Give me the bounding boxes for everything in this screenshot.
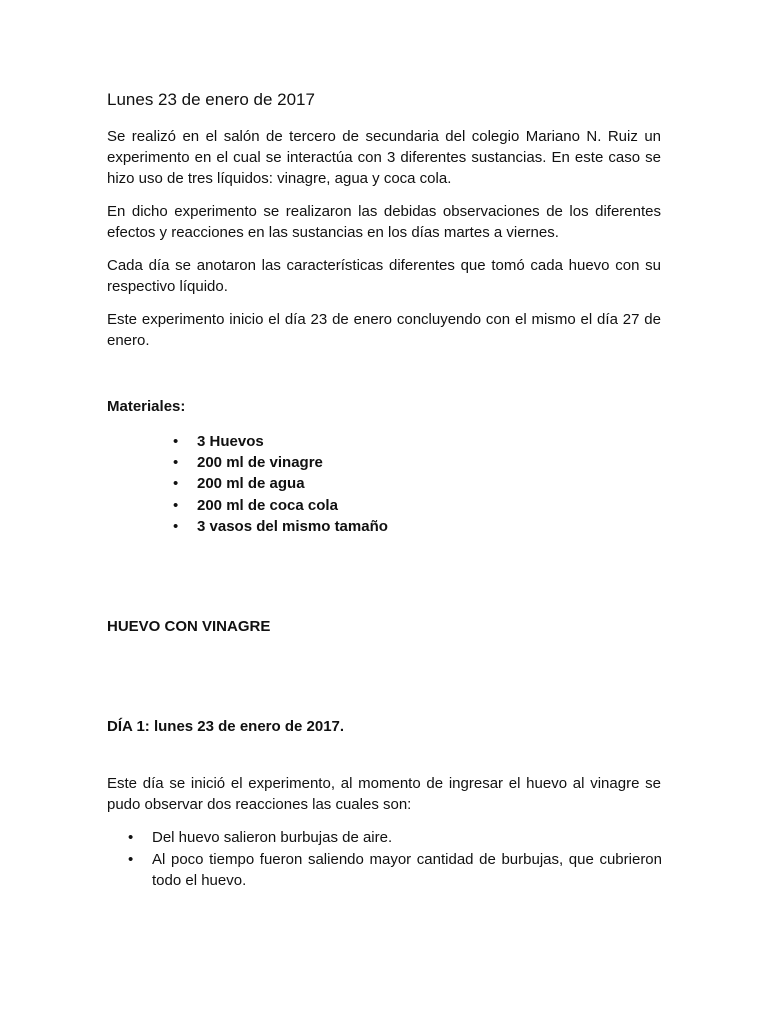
material-label: 200 ml de vinagre	[197, 454, 323, 472]
bullet-icon: •	[128, 829, 134, 846]
material-label: 200 ml de agua	[197, 475, 305, 493]
intro-paragraph-3	[107, 255, 661, 297]
list-item	[173, 473, 388, 494]
material-label: 3 Huevos	[197, 433, 264, 450]
paragraph-line: pudo observar dos reacciones las cuales son:	[107, 796, 412, 813]
list-item	[128, 849, 662, 892]
material-label: 200 ml de coca cola	[197, 496, 338, 514]
materials-list	[173, 431, 388, 537]
observation-line: Al poco tiempo fueron saliendo mayor cantidad de burbujas, que cubrieron	[152, 850, 662, 868]
observation-line: todo el huevo.	[152, 872, 247, 889]
paragraph-line: Este día se inició el experimento, al momento de ingresar el huevo al vinagre se	[107, 775, 661, 792]
bullet-icon: •	[173, 454, 179, 472]
paragraph-line: Se realizó en el salón de tercero de secundaria del colegio Mariano N. Ruiz un	[107, 128, 661, 145]
paragraph-line: En dicho experimento se realizaron las debidas observaciones de los diferentes	[107, 203, 661, 220]
list-item	[173, 452, 388, 473]
paragraph-line: Este experimento inicio el día 23 de enero concluyendo con el mismo el día 27 de	[107, 311, 661, 328]
materials-heading: Materiales:	[107, 398, 186, 415]
paragraph-line: Cada día se anotaron las características diferentes que tomó cada huevo con su	[107, 257, 661, 274]
intro-paragraph-4	[107, 309, 661, 351]
bullet-icon: •	[173, 475, 179, 493]
list-item	[173, 431, 388, 452]
section-heading: HUEVO CON VINAGRE	[107, 618, 271, 635]
paragraph-line: hizo uso de tres líquidos: vinagre, agua y coca cola.	[107, 170, 452, 187]
material-label: 3 vasos del mismo tamaño	[197, 517, 388, 535]
list-item	[173, 495, 388, 516]
day-paragraph	[107, 773, 661, 815]
paragraph-line: respectivo líquido.	[107, 278, 228, 295]
paragraph-line: enero.	[107, 332, 150, 349]
paragraph-line: experimento en el cual se interactúa con 3 diferentes sustancias. En este caso se	[107, 149, 661, 166]
bullet-icon: •	[173, 433, 179, 450]
observations-list	[128, 827, 662, 892]
bullet-icon: •	[128, 850, 134, 868]
paragraph-line: efectos y reacciones en las sustancias en los días martes a viernes.	[107, 224, 559, 241]
page-title: Lunes 23 de enero de 2017	[107, 90, 315, 109]
intro-paragraph-1	[107, 126, 661, 189]
day-heading: DÍA 1: lunes 23 de enero de 2017.	[107, 718, 345, 735]
list-item	[173, 516, 388, 537]
intro-paragraph-2	[107, 201, 661, 243]
bullet-icon: •	[173, 496, 179, 514]
observation-line: Del huevo salieron burbujas de aire.	[152, 829, 393, 846]
bullet-icon: •	[173, 517, 179, 535]
list-item	[128, 827, 662, 849]
